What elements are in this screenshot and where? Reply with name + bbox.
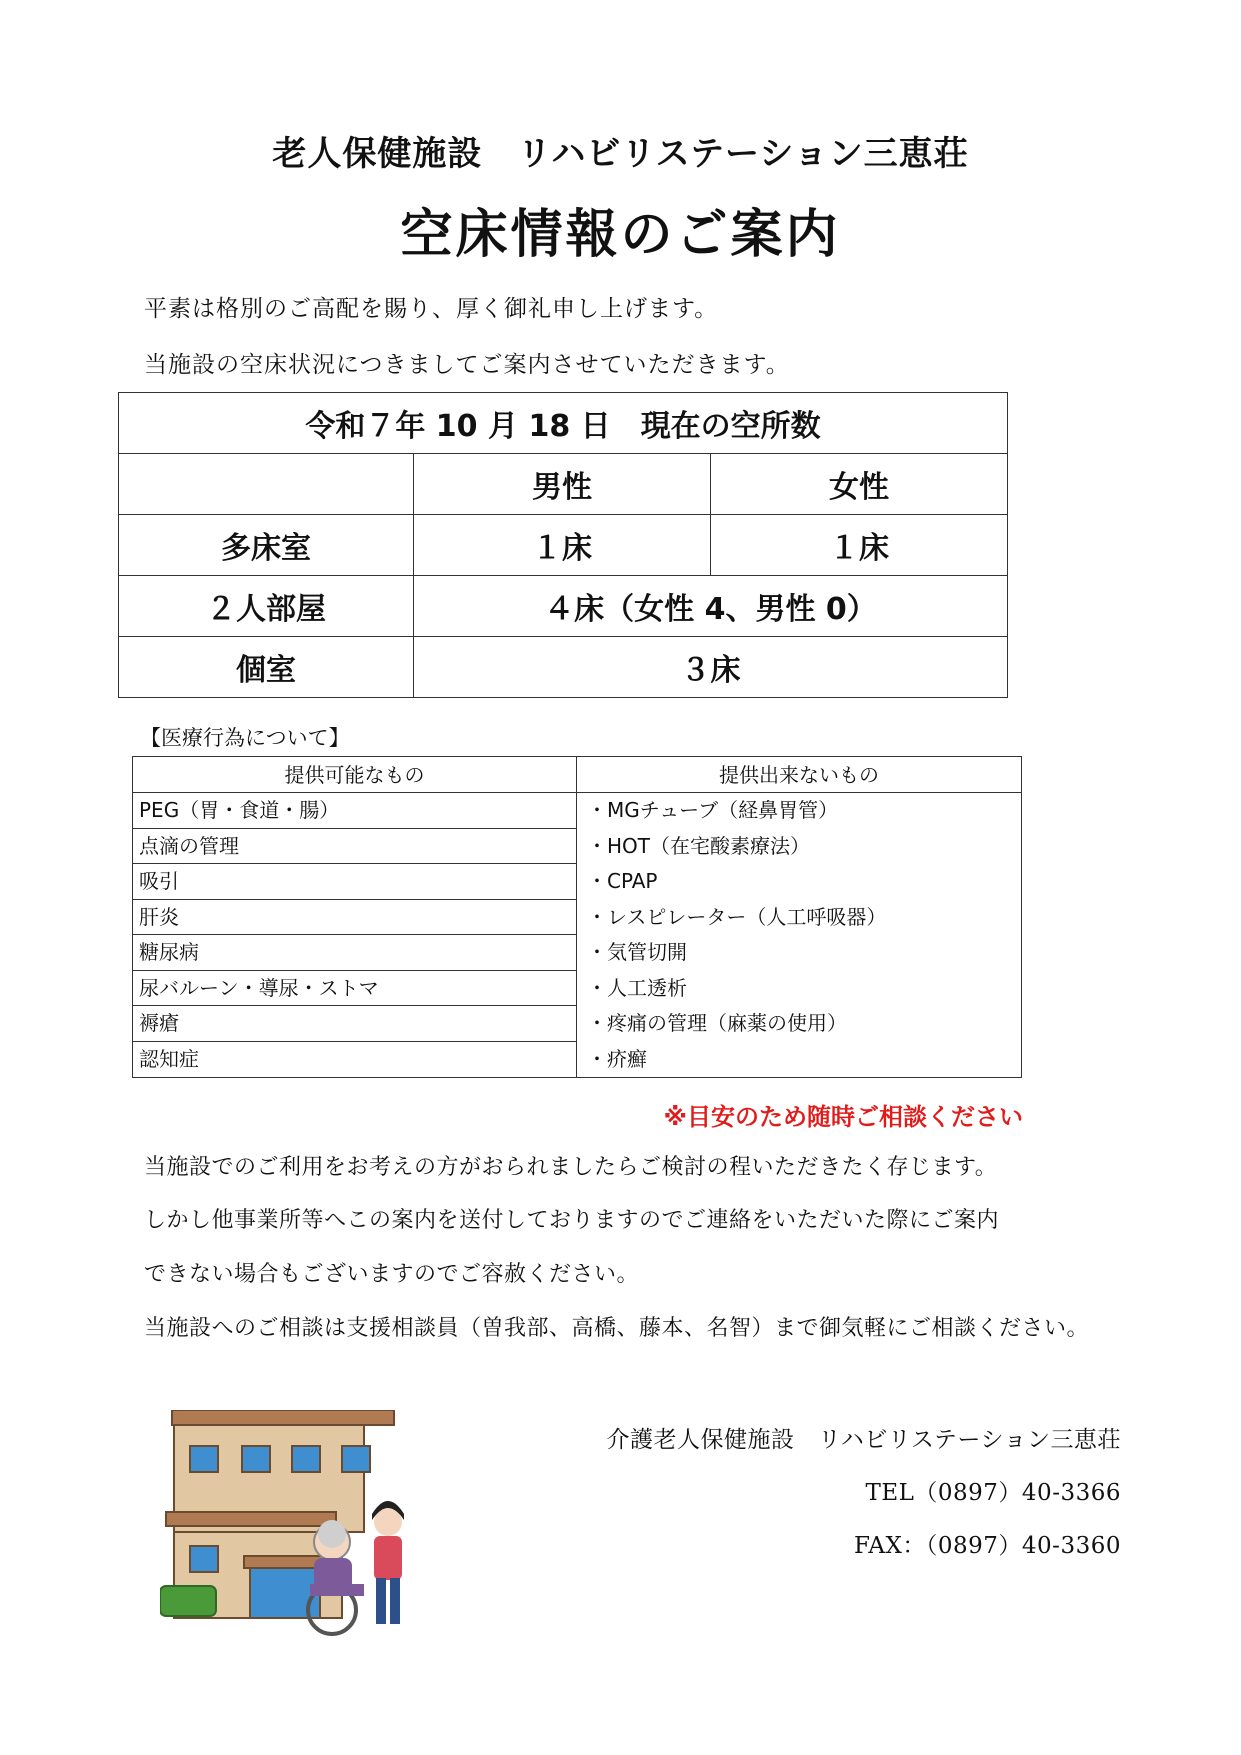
closing-line-3: できない場合もございますのでご容赦ください。	[144, 1262, 640, 1287]
possible-item: 認知症	[139, 1046, 199, 1071]
closing-line-1: 当施設でのご利用をお考えの方がおられましたらご検討の程いただきたく存じます。	[144, 1155, 998, 1180]
not-possible-item: ・MGチューブ（経鼻胃管）	[587, 798, 839, 822]
vacancy-row-multi	[119, 515, 1008, 576]
consultation-notice: ※目安のため随時ご相談ください	[663, 1103, 1023, 1131]
vacancy-table	[118, 392, 1008, 698]
facility-building-with-wheelchair-icon	[160, 1410, 460, 1640]
not-possible-column	[577, 757, 1021, 1077]
medical-table	[132, 756, 1022, 1078]
contact-fax: FAX：（0897）40-3360	[853, 1533, 1121, 1559]
not-possible-item: ・疼痛の管理（麻薬の使用）	[587, 1011, 847, 1035]
vacancy-header-row	[119, 454, 1008, 515]
not-possible-item: ・レスピレーター（人工呼吸器）	[587, 904, 887, 929]
vacancy-header-female: 女性	[711, 454, 1008, 515]
private-count: ３床	[414, 637, 1008, 698]
vacancy-row-private	[119, 637, 1008, 698]
not-possible-item: ・人工透析	[587, 975, 687, 1000]
intro-line-2: 当施設の空床状況につきましてご案内させていただきます。	[144, 352, 790, 378]
possible-item: 糖尿病	[133, 935, 576, 971]
possible-item: 吸引	[133, 864, 576, 900]
possible-item: 点滴の管理	[133, 829, 576, 865]
multi-male-count: １床	[414, 515, 711, 576]
contact-tel: TEL（0897）40-3366	[865, 1480, 1121, 1506]
double-count: ４床（女性 4、男性 0）	[414, 576, 1008, 637]
facility-title: 老人保健施設 リハビリステーション三恵荘	[272, 134, 969, 174]
vacancy-header-empty	[119, 454, 414, 515]
not-possible-item: ・気管切開	[587, 940, 687, 964]
contact-name: 介護老人保健施設 リハビリステーション三恵荘	[606, 1427, 1121, 1453]
not-possible-item: ・HOT（在宅酸素療法）	[587, 833, 810, 858]
room-type-double: ２人部屋	[119, 576, 414, 637]
room-type-multi: 多床室	[119, 515, 414, 576]
possible-header: 提供可能なもの	[133, 757, 576, 793]
vacancy-caption-row	[119, 393, 1008, 454]
not-possible-item: ・疥癬	[587, 1046, 647, 1071]
room-type-private: 個室	[119, 637, 414, 698]
possible-item: PEG（胃・食道・腸）	[133, 793, 576, 829]
page-title: 空床情報のご案内	[400, 205, 841, 265]
not-possible-item: ・CPAP	[587, 869, 658, 893]
multi-female-count: １床	[711, 515, 1008, 576]
vacancy-caption: 令和７年 10 月 18 日 現在の空所数	[119, 393, 1008, 454]
possible-column	[133, 757, 577, 1077]
vacancy-header-male: 男性	[414, 454, 711, 515]
not-possible-header: 提供出来ないもの	[577, 757, 1021, 793]
possible-item: 肝炎	[133, 900, 576, 936]
vacancy-row-double	[119, 576, 1008, 637]
intro-line-1: 平素は格別のご高配を賜り、厚く御礼申し上げます。	[144, 296, 719, 322]
closing-line-4: 当施設へのご相談は支援相談員（曽我部、高橋、藤本、名智）まで御気軽にご相談ください。	[144, 1316, 1090, 1341]
closing-line-2: しかし他事業所等へこの案内を送付しておりますのでご連絡をいただいた際にご案内	[144, 1208, 1000, 1233]
possible-item: 尿バルーン・導尿・ストマ	[133, 971, 576, 1007]
possible-item: 褥瘡	[133, 1006, 576, 1042]
medical-heading: 【医療行為について】	[140, 726, 350, 750]
